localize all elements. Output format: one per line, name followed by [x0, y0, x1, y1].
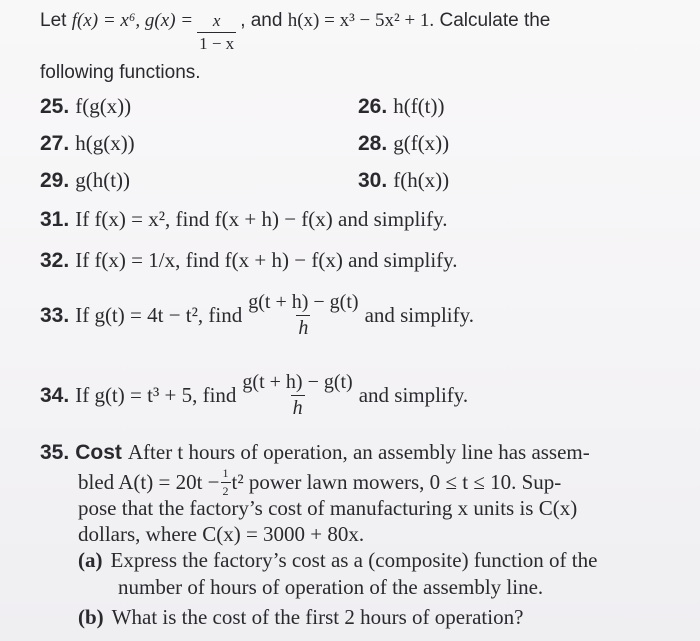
fraction-denominator: h — [292, 397, 303, 419]
problem-number: 27. — [40, 132, 70, 155]
problem-number: 29. — [40, 169, 70, 192]
problem-30 — [358, 168, 449, 193]
problem-text: f(h(x)) — [393, 168, 450, 192]
problem-text: If f(x) = 1/x, find f(x + h) − f(x) and simplify. — [75, 248, 458, 272]
problem-text: f(g(x)) — [75, 94, 132, 118]
problem-number: 26. — [358, 95, 388, 118]
fraction-numerator: g(t + h) − g(t) — [242, 371, 353, 393]
problem-number: 31. — [40, 208, 70, 231]
part-b-label: (b) — [78, 605, 104, 629]
problem-text: h(f(t)) — [393, 94, 445, 118]
problem-number: 25. — [40, 95, 70, 118]
intro-h-def: h(x) = x³ − 5x² + 1. — [287, 10, 435, 31]
part-a-label: (a) — [78, 548, 103, 572]
difference-quotient-fraction — [246, 292, 360, 339]
fraction-numerator: g(t + h) − g(t) — [248, 291, 359, 313]
part-a-line-2: number of hours of operation of the assembly line. — [118, 575, 544, 599]
difference-quotient-fraction — [240, 372, 354, 419]
problem-32 — [40, 248, 458, 273]
intro-f-def: f(x) = x⁶, g(x) = — [71, 10, 194, 31]
problem-text-cont: t² power lawn mowers, 0 ≤ t ≤ 10. Sup- — [231, 469, 562, 494]
problem-number: 28. — [358, 132, 388, 155]
problem-number: 33. — [40, 303, 70, 327]
g-numerator: x — [212, 11, 221, 30]
problem-number: 30. — [358, 169, 388, 192]
problem-35-line-2 — [78, 467, 561, 497]
part-b-text: What is the cost of the first 2 hours of operation? — [111, 605, 524, 629]
problem-number: 34. — [40, 383, 70, 407]
problem-33 — [40, 292, 474, 339]
intro-line-2: following functions. — [40, 62, 201, 83]
problem-27 — [40, 131, 135, 156]
problem-text: After t hours of operation, an assembly line has assem- — [127, 440, 590, 464]
problem-tail: and simplify. — [364, 303, 475, 327]
intro-g-fraction — [197, 12, 236, 53]
problem-text: bled A(t) = 20t − — [78, 469, 220, 494]
problem-keyword: Cost — [75, 441, 122, 464]
problem-number: 35. — [40, 441, 70, 464]
problem-text: h(g(x)) — [75, 131, 135, 155]
part-b-line-1 — [78, 605, 523, 630]
intro-and: , and — [240, 10, 288, 31]
problem-text: g(h(t)) — [75, 168, 131, 192]
g-denominator: 1 − x — [199, 33, 235, 53]
problem-text: If f(x) = x², find f(x + h) − f(x) and simplify. — [75, 207, 448, 231]
problem-34 — [40, 372, 468, 419]
intro-tail: Calculate the — [434, 10, 551, 31]
problem-35-line-1 — [40, 440, 590, 465]
problem-31 — [40, 207, 448, 232]
problem-text: If g(t) = 4t − t², find — [75, 303, 243, 327]
problem-35-line-3: pose that the factory’s cost of manufacturing x units is C(x) — [78, 496, 578, 520]
problem-number: 32. — [40, 249, 70, 272]
one-half-fraction — [221, 467, 231, 497]
problem-35-line-4: dollars, where C(x) = 3000 + 80x. — [78, 522, 365, 546]
intro-line-1 — [40, 10, 550, 53]
part-a-text: Express the factory’s cost as a (composite) function of the — [110, 548, 598, 572]
problem-25 — [40, 94, 131, 119]
problem-text: If g(t) = t³ + 5, find — [75, 383, 237, 407]
problem-text: g(f(x)) — [393, 131, 450, 155]
problem-tail: and simplify. — [358, 383, 469, 407]
fraction-denominator: h — [298, 317, 309, 339]
problem-26 — [358, 94, 445, 119]
problem-29 — [40, 168, 130, 193]
half-denominator: 2 — [222, 483, 229, 498]
part-a-line-1 — [78, 548, 597, 573]
half-numerator: 1 — [222, 466, 229, 480]
problem-28 — [358, 131, 449, 156]
intro-let: Let — [40, 10, 72, 31]
